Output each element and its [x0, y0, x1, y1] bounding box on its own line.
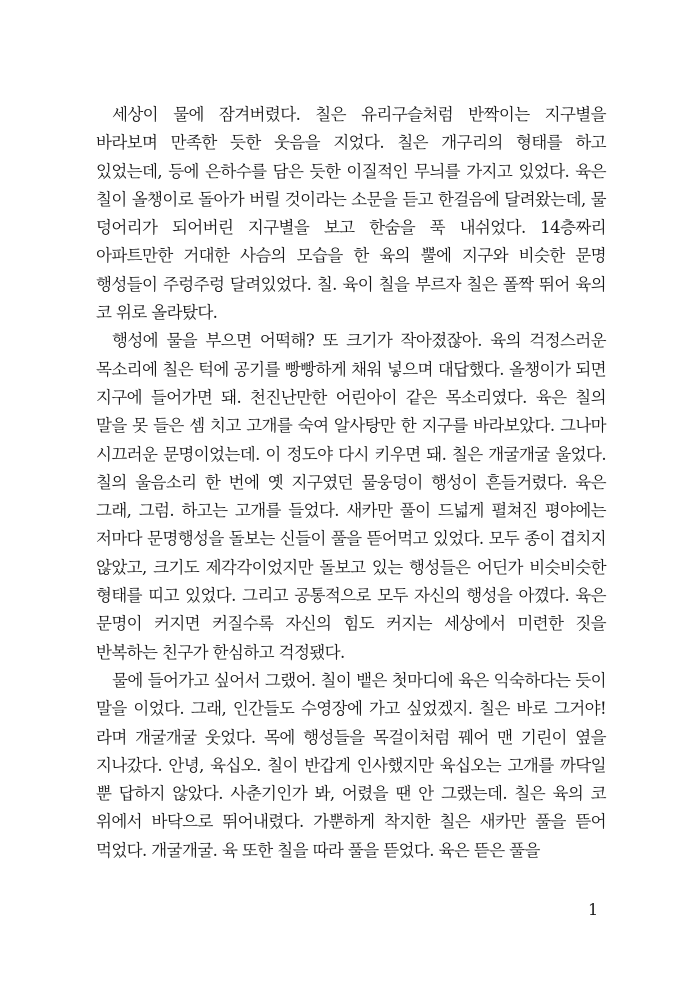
paragraph-2: 행성에 물을 부으면 어떡해? 또 크기가 작아졌잖아. 육의 걱정스러운 목소리에 칠은 턱에 공기를 빵빵하게 채워 넣으며 대답했다. 올챙이가 되면 지구에 들어가면 돼. 천진난만한 어린아이 같은 목소리였다. 육은 칠의 말을 못 들은 셈 치고 고개를 숙여 알사탕만 한 지구를 바라보았다. 그나마 시끄러운 문명이었는데. 이 정도야 다시 키우면 돼. 칠은 개굴개굴 울었다. 칠의 울음소리 한 번에 옛 지구였던 물웅덩이 행성이 흔들거렸다. 육은 그래, 그럼. 하고는 고개를 들었다. 새카만 풀이 드넓게 펼쳐진 평야에는 저마다 문명행성을 돌보는 신들이 풀을 뜯어먹고 있었다. 모두 종이 겹치지 않았고, 크기도 제각각이었지만 돌보고 있는 행성들은 어딘가 비슷비슷한 형태를 띠고 있었다. 그리고 공통적으로 모두 자신의 행성을 아꼈다. 육은 문명이 커지면 커질수록 자신의 힘도 커지는 세상에서 미련한 짓을 반복하는 친구가 한심하고 걱정됐다.: [96, 331, 606, 662]
paragraph-3: 물에 들어가고 싶어서 그랬어. 칠이 뱉은 첫마디에 육은 익숙하다는 듯이 말을 이었다. 그래, 인간들도 수영장에 가고 싶었겠지. 칠은 바로 그거야! 라며 개굴개굴 웃었다. 목에 행성들을 목걸이처럼 꿰어 맨 기린이 옆을 지나갔다. 안녕, 육십오. 칠이 반갑게 인사했지만 육십오는 고개를 까닥일 뿐 답하지 않았다. 사춘기인가 봐, 어렸을 땐 안 그랬는데. 칠은 육의 코 위에서 바닥으로 뛰어내렸다. 가뿐하게 착지한 칠은 새카만 풀을 뜯어 먹었다. 개굴개굴. 육 또한 칠을 따라 풀을 뜯었다. 육은 뜯은 풀을: [96, 670, 606, 860]
document-body: [96, 101, 606, 865]
paragraph-1: 세상이 물에 잠겨버렸다. 칠은 유리구슬처럼 반짝이는 지구별을 바라보며 만족한 듯한 웃음을 지었다. 칠은 개구리의 형태를 하고 있었는데, 등에 은하수를 담은 듯한 이질적인 무늬를 가지고 있었다. 육은 칠이 올챙이로 돌아가 버릴 것이라는 소문을 듣고 한걸음에 달려왔는데, 물 덩어리가 되어버린 지구별을 보고 한숨을 푹 내쉬었다. 14층짜리 아파트만한 거대한 사슴의 모습을 한 육의 뿔에 지구와 비슷한 문명 행성들이 주렁주렁 달려있었다. 칠. 육이 칠을 부르자 칠은 폴짝 뛰어 육의 코 위로 올라탔다.: [96, 105, 606, 323]
page-number: 1: [588, 900, 599, 919]
